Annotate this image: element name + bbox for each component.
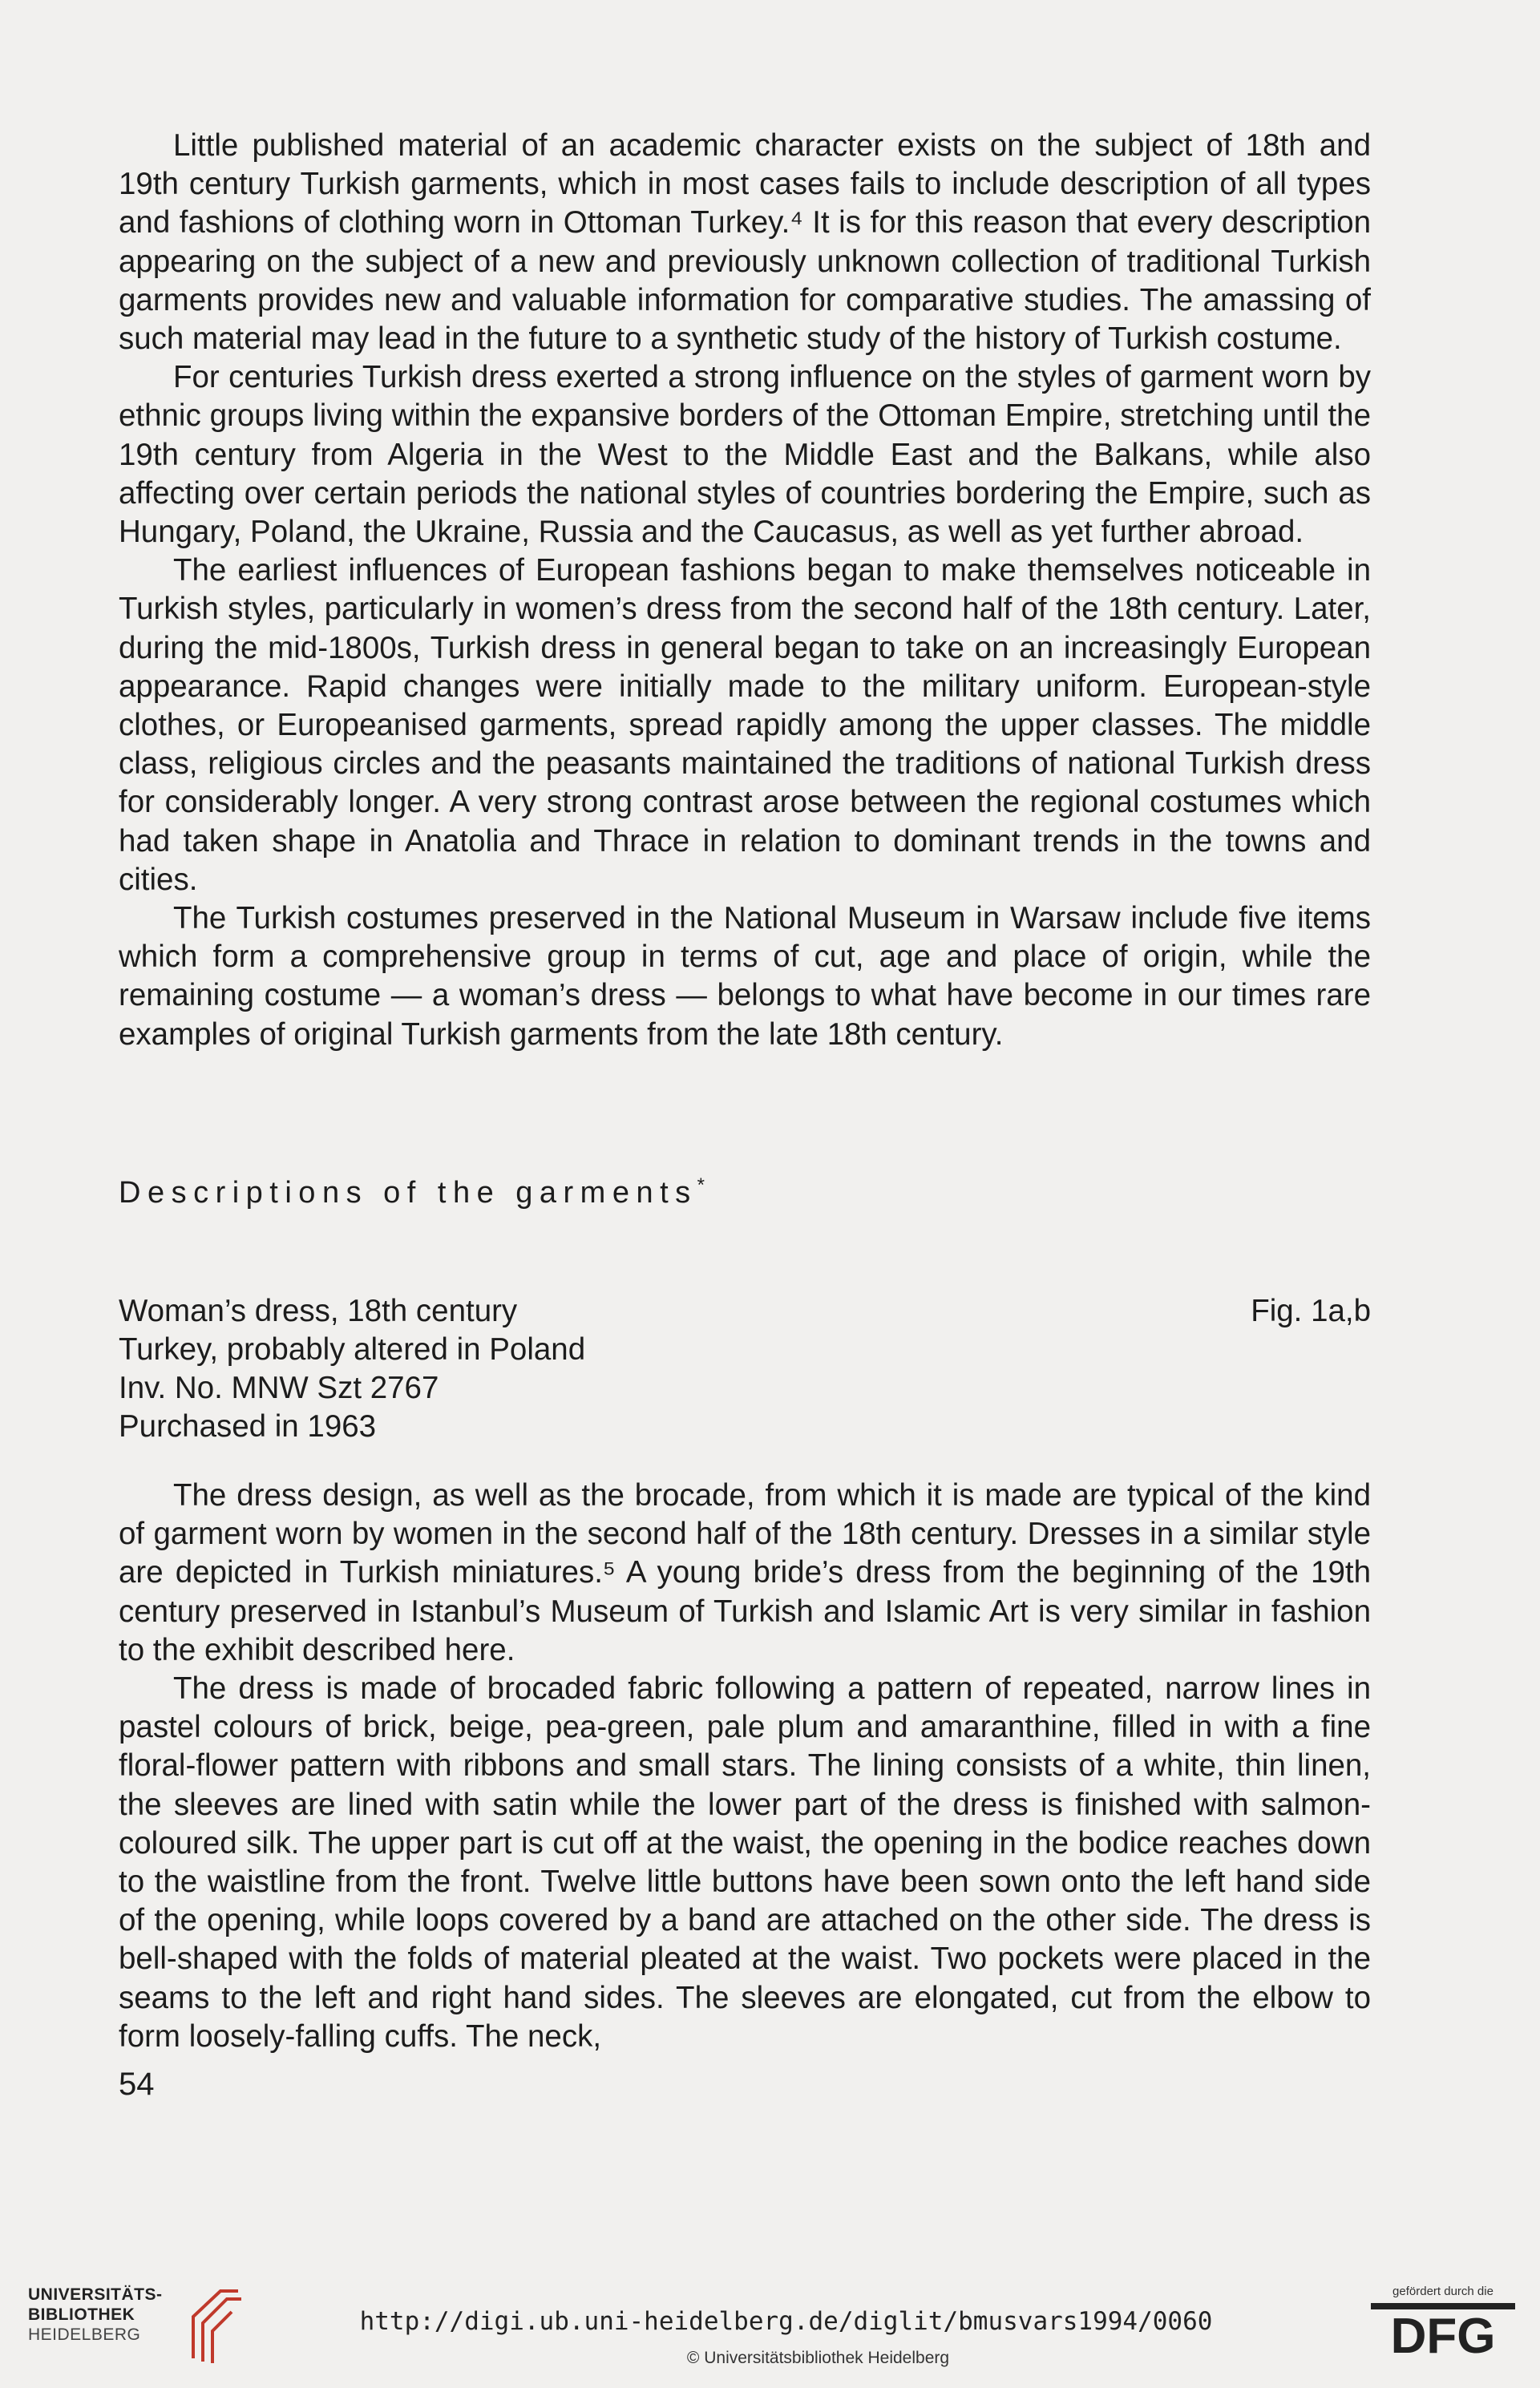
document-url-link[interactable]: http://digi.ub.uni-heidelberg.de/diglit/bmusvars1994/0060 bbox=[359, 2307, 1213, 2336]
catalog-acquired: Purchased in 1963 bbox=[119, 1409, 377, 1444]
dfg-logo-icon bbox=[1371, 2300, 1515, 2356]
paragraph: For centuries Turkish dress exerted a strong influence on the styles of garment worn by ethnic groups living within the expansive borders of the Ottoman Empire, stretching until the 19th century from Algeria in the West to the Middle East and the Balkans, while also affecting over certain periods the national styles of countries bordering the Empire, such as Hungary, Poland, the Ukraine, Russia and the Caucasus, as well as yet further abroad. bbox=[119, 360, 1371, 550]
footer bbox=[0, 2269, 1540, 2388]
footnote-mark: * bbox=[697, 1174, 705, 1196]
catalog-title: Woman’s dress, 18th century bbox=[119, 1294, 518, 1328]
paragraph: The Turkish costumes preserved in the National Museum in Warsaw include five items which form a comprehensive group in terms of cut, age and place of origin, while the remaining costume — a woman’s dress — belongs to what have become in our times rare examples of original Turkish garments from the late 18th century. bbox=[119, 901, 1371, 1052]
paragraph: The dress is made of brocaded fabric following a pattern of repeated, narrow lines in pastel colours of brick, beige, pea-green, pale plum and amaranthine, filled in with a fine floral-flower pattern with ribbons and small stars. The lining consists of a white, thin linen, the sleeves are lined with satin while the lower part of the dress is finished with salmon-coloured silk. The upper part is cut off at the waist, the opening in the bodice reaches down to the waistline from the front. Twelve little buttons have been sown onto the left hand side of the opening, while loops covered by a band are attached on the other side. The dress is bell-shaped with the folds of material pleated at the waist. Two pockets were placed in the seams to the left and right hand sides. The sleeves are elongated, cut from the elbow to form loosely-falling cuffs. The neck, bbox=[119, 1671, 1371, 2054]
body-text-bottom bbox=[119, 1477, 1371, 2056]
catalog-inventory: Inv. No. MNW Szt 2767 bbox=[119, 1371, 439, 1405]
catalog-entry bbox=[119, 1292, 1371, 1446]
copyright-text: © Universitätsbibliothek Heidelberg bbox=[686, 2349, 950, 2367]
section-heading bbox=[119, 1174, 705, 1210]
paragraph: The earliest influences of European fashions began to make themselves noticeable in Turkish styles, particularly in women’s dress from the second half of the 18th century. Later, during the mid-1800s, Turkish dress in general began to take on an increasingly European appearance. Rapid changes were initially made to the military uniform. European-style clothes, or Europeanised garments, spread rapidly among the upper classes. The middle class, religious circles and the peasants maintained the traditions of national Turkish dress for considerably longer. A very strong contrast arose between the regional costumes which had taken shape in Anatolia and Thrace in relation to dominant trends in the towns and cities. bbox=[119, 553, 1371, 897]
paragraph: The dress design, as well as the brocade, from which it is made are typical of the kind of garment worn by women in the second half of the 18th century. Dresses in a similar style are depicted in Turkish miniatures.⁵ A young bride’s dress from the beginning of the 19th century preserved in Istanbul’s Museum of Turkish and Islamic Art is very similar in fashion to the exhibit described here. bbox=[119, 1478, 1371, 1667]
funder-note: gefördert durch die bbox=[1392, 2285, 1494, 2298]
figure-reference: Fig. 1a,b bbox=[1251, 1294, 1371, 1328]
body-text-top bbox=[119, 127, 1371, 1054]
catalog-origin: Turkey, probably altered in Poland bbox=[119, 1332, 586, 1367]
section-heading-text: Descriptions of the garments bbox=[119, 1176, 697, 1210]
library-name: UNIVERSITÄTS- BIBLIOTHEK HEIDELBERG bbox=[28, 2285, 163, 2344]
page-number: 54 bbox=[119, 2067, 155, 2102]
dfg-logo-text: DFG bbox=[1390, 2309, 1496, 2356]
funder-block[interactable] bbox=[1367, 2285, 1519, 2356]
paragraph: Little published material of an academic character exists on the subject of 18th and 19th century Turkish garments, which in most cases fails to include description of all types and fashions of clothing worn in Ottoman Turkey.⁴ It is for this reason that every description appearing on the subject of a new and previously unknown collection of traditional Turkish garments provides new and valuable information for comparative studies. The amassing of such material may lead in the future to a synthetic study of the history of Turkish costume. bbox=[119, 128, 1371, 357]
